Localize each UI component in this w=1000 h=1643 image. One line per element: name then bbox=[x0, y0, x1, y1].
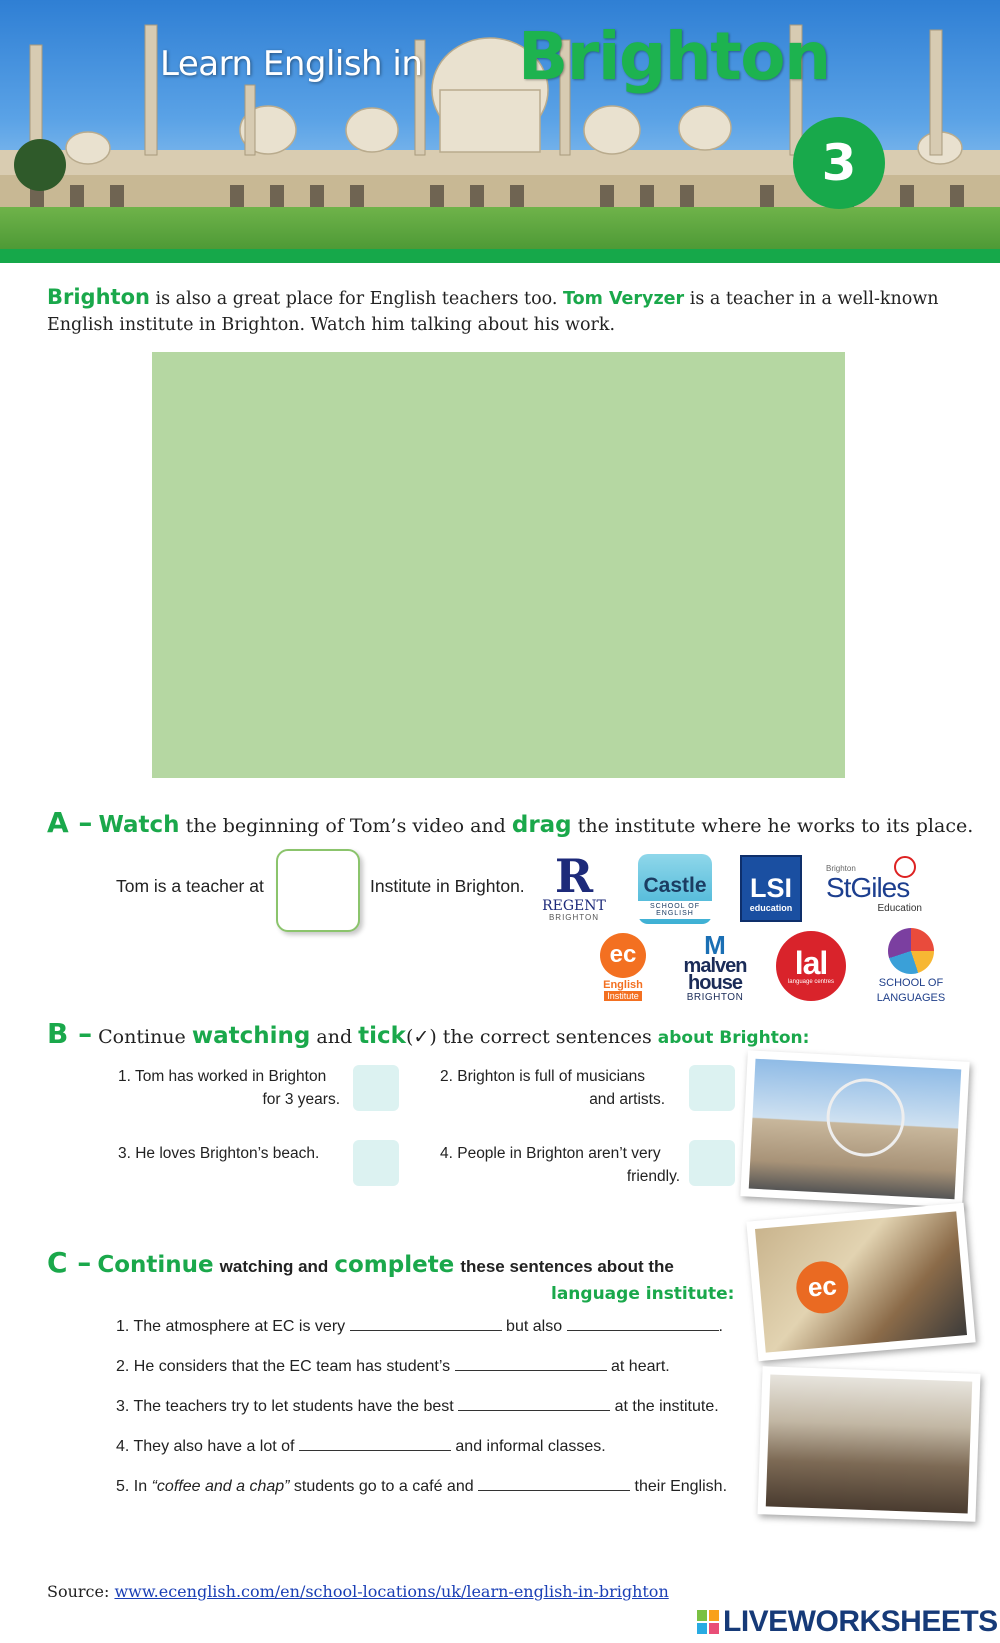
section-a-text-2: the institute where he works to its place. bbox=[577, 815, 974, 837]
logo-school-of-languages[interactable] bbox=[872, 928, 950, 1004]
institute-drop-zone[interactable] bbox=[276, 849, 360, 932]
liveworksheets-logo-icon bbox=[697, 1610, 719, 1634]
section-b-key-about: about Brighton: bbox=[657, 1028, 810, 1048]
colorful-globe-icon bbox=[888, 928, 934, 974]
section-c-text-2: these sentences about the bbox=[460, 1257, 674, 1276]
section-b-key-tick: tick bbox=[358, 1023, 406, 1049]
malvern-name-2: house bbox=[688, 971, 742, 994]
castle-sub: SCHOOL OF ENGLISH bbox=[638, 901, 712, 919]
lal-name: lal bbox=[794, 945, 828, 981]
section-c-letter: C – bbox=[47, 1246, 92, 1279]
sentence-4-text-a: 4. They also have a lot of bbox=[116, 1438, 295, 1455]
school-name-2: LANGUAGES bbox=[876, 992, 946, 1004]
regent-lion-icon: R bbox=[554, 848, 594, 903]
ec-name: English bbox=[603, 979, 643, 991]
statement-2-line-1: 2. Brighton is full of musicians bbox=[440, 1068, 646, 1085]
malvern-sub: BRIGHTON bbox=[686, 991, 744, 1003]
statement-1 bbox=[118, 1065, 340, 1111]
ec-sub: Institute bbox=[604, 991, 642, 1001]
sentence-1-blank-2[interactable] bbox=[567, 1317, 719, 1331]
tick-box-2[interactable] bbox=[689, 1065, 735, 1111]
header-banner bbox=[0, 0, 1000, 263]
statement-4-line-2: friendly. bbox=[626, 1168, 680, 1185]
logo-lal[interactable] bbox=[776, 931, 846, 1001]
logo-malvern-house[interactable] bbox=[678, 929, 752, 1003]
section-c-heading-line-2 bbox=[551, 1278, 734, 1309]
regent-sub: BRIGHTON bbox=[548, 912, 600, 922]
sentence-1-blank-1[interactable] bbox=[350, 1317, 502, 1331]
photo-students-cafe bbox=[757, 1366, 980, 1522]
lal-sub: language centres bbox=[787, 979, 835, 985]
video-placeholder[interactable] bbox=[152, 352, 845, 778]
section-c-text-1: watching and bbox=[219, 1257, 329, 1276]
logo-ec[interactable] bbox=[588, 933, 658, 1001]
intro-text-2: is a teacher in a well-known English institute in Brighton. Watch him talking about his work. bbox=[47, 289, 939, 335]
ec-sign-icon: ec bbox=[794, 1259, 850, 1315]
sentence-2-text-a: 2. He considers that the EC team has student’s bbox=[116, 1358, 451, 1375]
liveworksheets-name: LIVEWORKSHEETS bbox=[723, 1605, 998, 1638]
school-name-1: SCHOOL OF bbox=[878, 977, 944, 989]
section-b-key-watching: watching bbox=[191, 1023, 311, 1049]
sentence-4 bbox=[116, 1437, 606, 1456]
section-a-letter: A – bbox=[47, 806, 93, 839]
sentence-3-text-a: 3. The teachers try to let students have the best bbox=[116, 1398, 454, 1415]
sentence-2 bbox=[116, 1357, 670, 1376]
malvern-mark: M bbox=[704, 929, 726, 960]
sentence-5-blank[interactable] bbox=[478, 1477, 630, 1491]
banner-city-title: Brighton bbox=[518, 18, 830, 95]
sentence-5-text-a: 5. In bbox=[116, 1478, 148, 1495]
sentence-2-text-b: at heart. bbox=[611, 1358, 670, 1375]
intro-city: Brighton bbox=[47, 285, 150, 309]
ferris-wheel-icon bbox=[825, 1077, 907, 1159]
statement-4-line-1: 4. People in Brighton aren’t very bbox=[440, 1145, 661, 1162]
tick-box-3[interactable] bbox=[353, 1140, 399, 1186]
sentence-1 bbox=[116, 1317, 723, 1336]
statement-3 bbox=[118, 1142, 340, 1165]
sentence-1-text-c: . bbox=[718, 1318, 723, 1335]
tick-box-1[interactable] bbox=[353, 1065, 399, 1111]
globe-icon bbox=[894, 856, 916, 878]
section-a-sentence-start: Tom is a teacher at bbox=[116, 876, 264, 896]
source-label: Source: bbox=[47, 1582, 110, 1601]
sentence-5-quote: “coffee and a chap” bbox=[151, 1478, 290, 1495]
statement-1-line-1: 1. Tom has worked in Brighton bbox=[118, 1068, 327, 1085]
sentence-3 bbox=[116, 1397, 719, 1416]
section-b-text-1: Continue bbox=[98, 1026, 186, 1048]
castle-name: Castle bbox=[643, 874, 707, 897]
statement-3-line-1: 3. He loves Brighton’s beach. bbox=[118, 1145, 320, 1162]
section-a-key-drag: drag bbox=[511, 812, 572, 838]
statement-2-line-2: and artists. bbox=[589, 1091, 665, 1108]
section-c-key-continue: Continue bbox=[97, 1252, 214, 1278]
st-giles-top: Brighton bbox=[826, 864, 856, 873]
sentence-3-text-b: at the institute. bbox=[614, 1398, 719, 1415]
intro-paragraph bbox=[47, 284, 977, 338]
intro-text-1: is also a great place for English teachers too. bbox=[155, 289, 558, 309]
sentence-4-blank[interactable] bbox=[299, 1437, 451, 1451]
worksheet-number-badge: 3 bbox=[793, 117, 885, 209]
lsi-name: LSI bbox=[749, 872, 792, 903]
photo-ec-sign bbox=[746, 1203, 975, 1361]
sentence-1-text-b: but also bbox=[506, 1318, 563, 1335]
sentence-5 bbox=[116, 1477, 727, 1496]
section-c-key-complete: complete bbox=[334, 1252, 455, 1278]
sentence-5-text-b: their English. bbox=[634, 1478, 728, 1495]
section-b-text-3: the correct sentences bbox=[442, 1026, 652, 1048]
statement-1-line-2: for 3 years. bbox=[262, 1091, 340, 1108]
tick-symbol: (✓) bbox=[405, 1026, 437, 1048]
source-link[interactable]: www.ecenglish.com/en/school-locations/uk/learn-english-in-brighton bbox=[114, 1582, 669, 1601]
section-b-text-2: and bbox=[316, 1026, 353, 1048]
ec-mark: ec bbox=[600, 933, 646, 978]
section-b-heading bbox=[47, 1019, 809, 1053]
section-c-key-language-institute: language institute: bbox=[551, 1284, 735, 1304]
lawn bbox=[0, 207, 1000, 249]
section-b-letter: B – bbox=[47, 1017, 93, 1050]
logo-castle[interactable] bbox=[638, 854, 712, 924]
banner-title: Learn English in bbox=[160, 44, 423, 84]
photo-brighton-wheel bbox=[740, 1050, 969, 1207]
section-a-heading bbox=[47, 808, 973, 841]
logo-lsi[interactable] bbox=[740, 855, 802, 922]
regent-name: REGENT bbox=[542, 897, 606, 914]
sentence-5-text-a2: students go to a café and bbox=[293, 1478, 474, 1495]
logo-regent[interactable] bbox=[536, 848, 612, 926]
intro-teacher-name: Tom Veryzer bbox=[563, 289, 685, 309]
section-a-sentence-end: Institute in Brighton. bbox=[370, 876, 525, 896]
banner-stripe bbox=[0, 249, 1000, 263]
section-a-text-1: the beginning of Tom’s video and bbox=[185, 815, 506, 837]
malvern-name-1: malven bbox=[683, 954, 747, 977]
lsi-sub: education bbox=[749, 902, 793, 913]
statement-4 bbox=[440, 1142, 680, 1188]
logo-st-giles[interactable] bbox=[826, 856, 922, 922]
sentence-4-text-b: and informal classes. bbox=[455, 1438, 606, 1455]
section-c-heading bbox=[47, 1248, 674, 1282]
sentence-1-text-a: 1. The atmosphere at EC is very bbox=[116, 1318, 346, 1335]
source-line bbox=[47, 1582, 669, 1601]
sentence-2-blank[interactable] bbox=[455, 1357, 607, 1371]
sentence-3-blank[interactable] bbox=[458, 1397, 610, 1411]
liveworksheets-brand bbox=[697, 1605, 998, 1639]
st-giles-sub: Education bbox=[877, 903, 922, 914]
st-giles-name: StGiles bbox=[826, 872, 910, 903]
statement-2 bbox=[440, 1065, 665, 1111]
section-a-key-watch: Watch bbox=[98, 812, 180, 838]
tick-box-4[interactable] bbox=[689, 1140, 735, 1186]
